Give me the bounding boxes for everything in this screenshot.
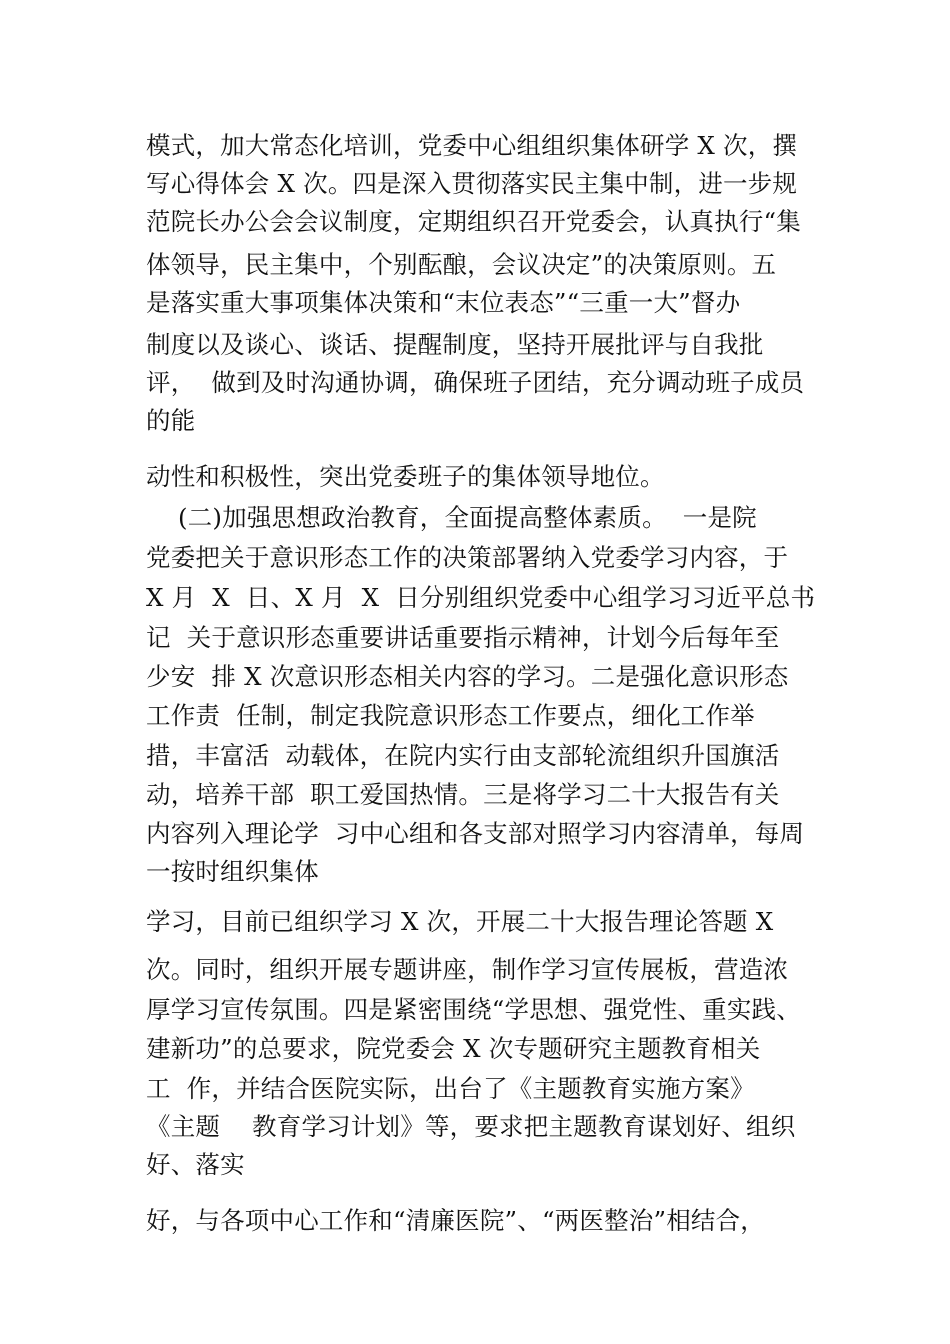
text-line: 《主题 教育学习计划》等，要求把主题教育谋划好、组织 [146, 1112, 796, 1141]
text-line: 的能 [146, 406, 196, 435]
text-line: 制度以及谈心、谈话、提醒制度，坚持开展批评与自我批 [146, 330, 764, 359]
text-line: 内容列入理论学 习中心组和各支部对照学习内容清单，每周 [146, 819, 805, 848]
text-line: 工 作，并结合医院实际，出台了《主题教育实施方案》 [146, 1074, 755, 1103]
text-line: 好，与各项中心工作和“清廉医院”、“两医整治”相结合， [146, 1206, 765, 1235]
text-line: 模式，加大常态化培训，党委中心组组织集体研学 X 次，撰 [146, 131, 798, 160]
text-line: 一按时组织集体 [146, 857, 319, 886]
text-line: 学习，目前已组织学习 X 次，开展二十大报告理论答题 X [146, 907, 774, 936]
text-line: 是落实重大事项集体决策和“末位表态”“三重一大”督办 [146, 288, 741, 317]
text-line: 次。同时，组织开展专题讲座，制作学习宣传展板，营造浓 [146, 955, 789, 984]
section-heading: (二)加强思想政治教育，全面提高整体素质。 一是院 [146, 503, 757, 532]
text-line: 写心得体会 X 次。四是深入贯彻落实民主集中制，进一步规 [146, 169, 798, 198]
text-line: 少安 排 X 次意识形态相关内容的学习。二是强化意识形态 [146, 662, 789, 691]
text-line: 范院长办公会会议制度，定期组织召开党委会，认真执行“集 [146, 207, 801, 236]
text-line: 体领导，民主集中，个别酝酿，会议决定”的决策原则。五 [146, 250, 777, 279]
text-line: 好、落实 [146, 1150, 245, 1179]
text-line: 党委把关于意识形态工作的决策部署纳入党委学习内容，于 [146, 543, 789, 572]
text-line: 措，丰富活 动载体，在院内实行由支部轮流组织升国旗活 [146, 741, 780, 770]
text-line: 动性和积极性，突出党委班子的集体领导地位。 [146, 462, 665, 491]
text-line: 动，培养干部 职工爱国热情。三是将学习二十大报告有关 [146, 780, 780, 809]
text-line: 评， 做到及时沟通协调，确保班子团结，充分调动班子成员 [146, 368, 805, 397]
text-line: X 月 X 日、X 月 X 日分别组织党委中心组学习习近平总书 [146, 583, 816, 612]
text-line: 工作责 任制，制定我院意识形态工作要点，细化工作举 [146, 701, 755, 730]
text-line: 记 关于意识形态重要讲话重要指示精神，计划今后每年至 [146, 623, 780, 652]
text-line: 厚学习宣传氛围。四是紧密围绕“学思想、强党性、重实践、 [146, 995, 801, 1024]
text-line: 建新功”的总要求，院党委会 X 次专题研究主题教育相关 [146, 1034, 761, 1063]
